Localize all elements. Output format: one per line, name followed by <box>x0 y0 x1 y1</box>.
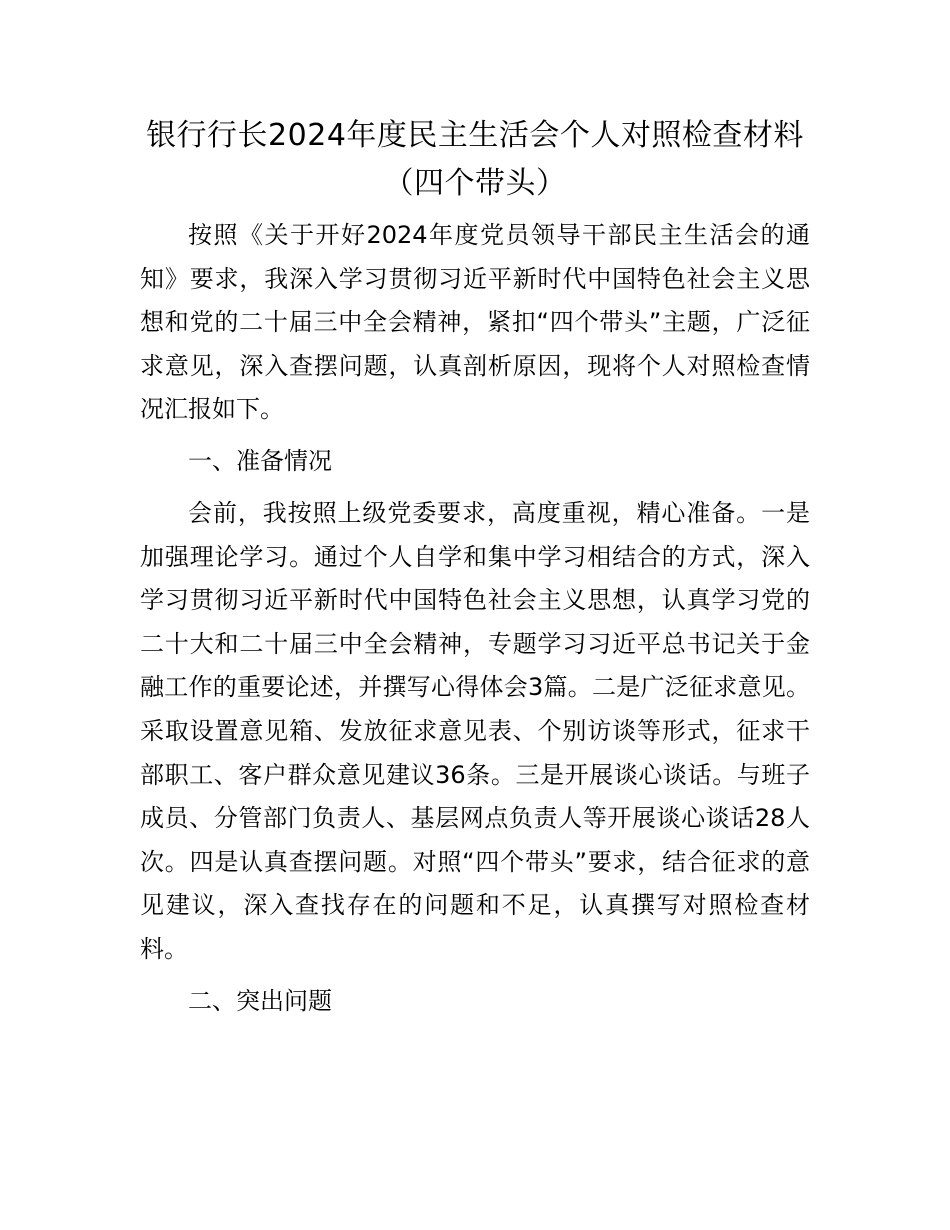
section-heading-problems: 二、突出问题 <box>188 987 332 1015</box>
preparation-paragraph: 会前，我按照上级党委要求，高度重视，精心准备。一是加强理论学习。通过个人自学和集中学习相结合的方式，深入学习贯彻习近平新时代中国特色社会主义思想，认真学习党的二十大和二十届三中全会精神，专题学习习近平总书记关于金融工作的重要论述，并撰写心得体会3篇。二是广泛征求意见。采取设置意见箱、发放征求意见表、个别访谈等形式，征求干部职工、客户群众意见建议36条。三是开展谈心谈话。与班子成员、分管部门负责人、基层网点负责人等开展谈心谈话28人次。四是认真查摆问题。对照“四个带头”要求，结合征求的意见建议，深入查找存在的问题和不足，认真撰写对照检查材料。 <box>140 499 810 963</box>
intro-paragraph: 按照《关于开好2024年度党员领导干部民主生活会的通知》要求，我深入学习贯彻习近平新时代中国特色社会主义思想和党的二十届三中全会精神，紧扣“四个带头”主题，广泛征求意见，深入查摆问题，认真剖析原因，现将个人对照检查情况汇报如下。 <box>140 221 810 424</box>
section-heading-preparation: 一、准备情况 <box>188 447 332 475</box>
document-title: 银行行长2024年度民主生活会个人对照检查材料（四个带头） <box>146 118 804 201</box>
